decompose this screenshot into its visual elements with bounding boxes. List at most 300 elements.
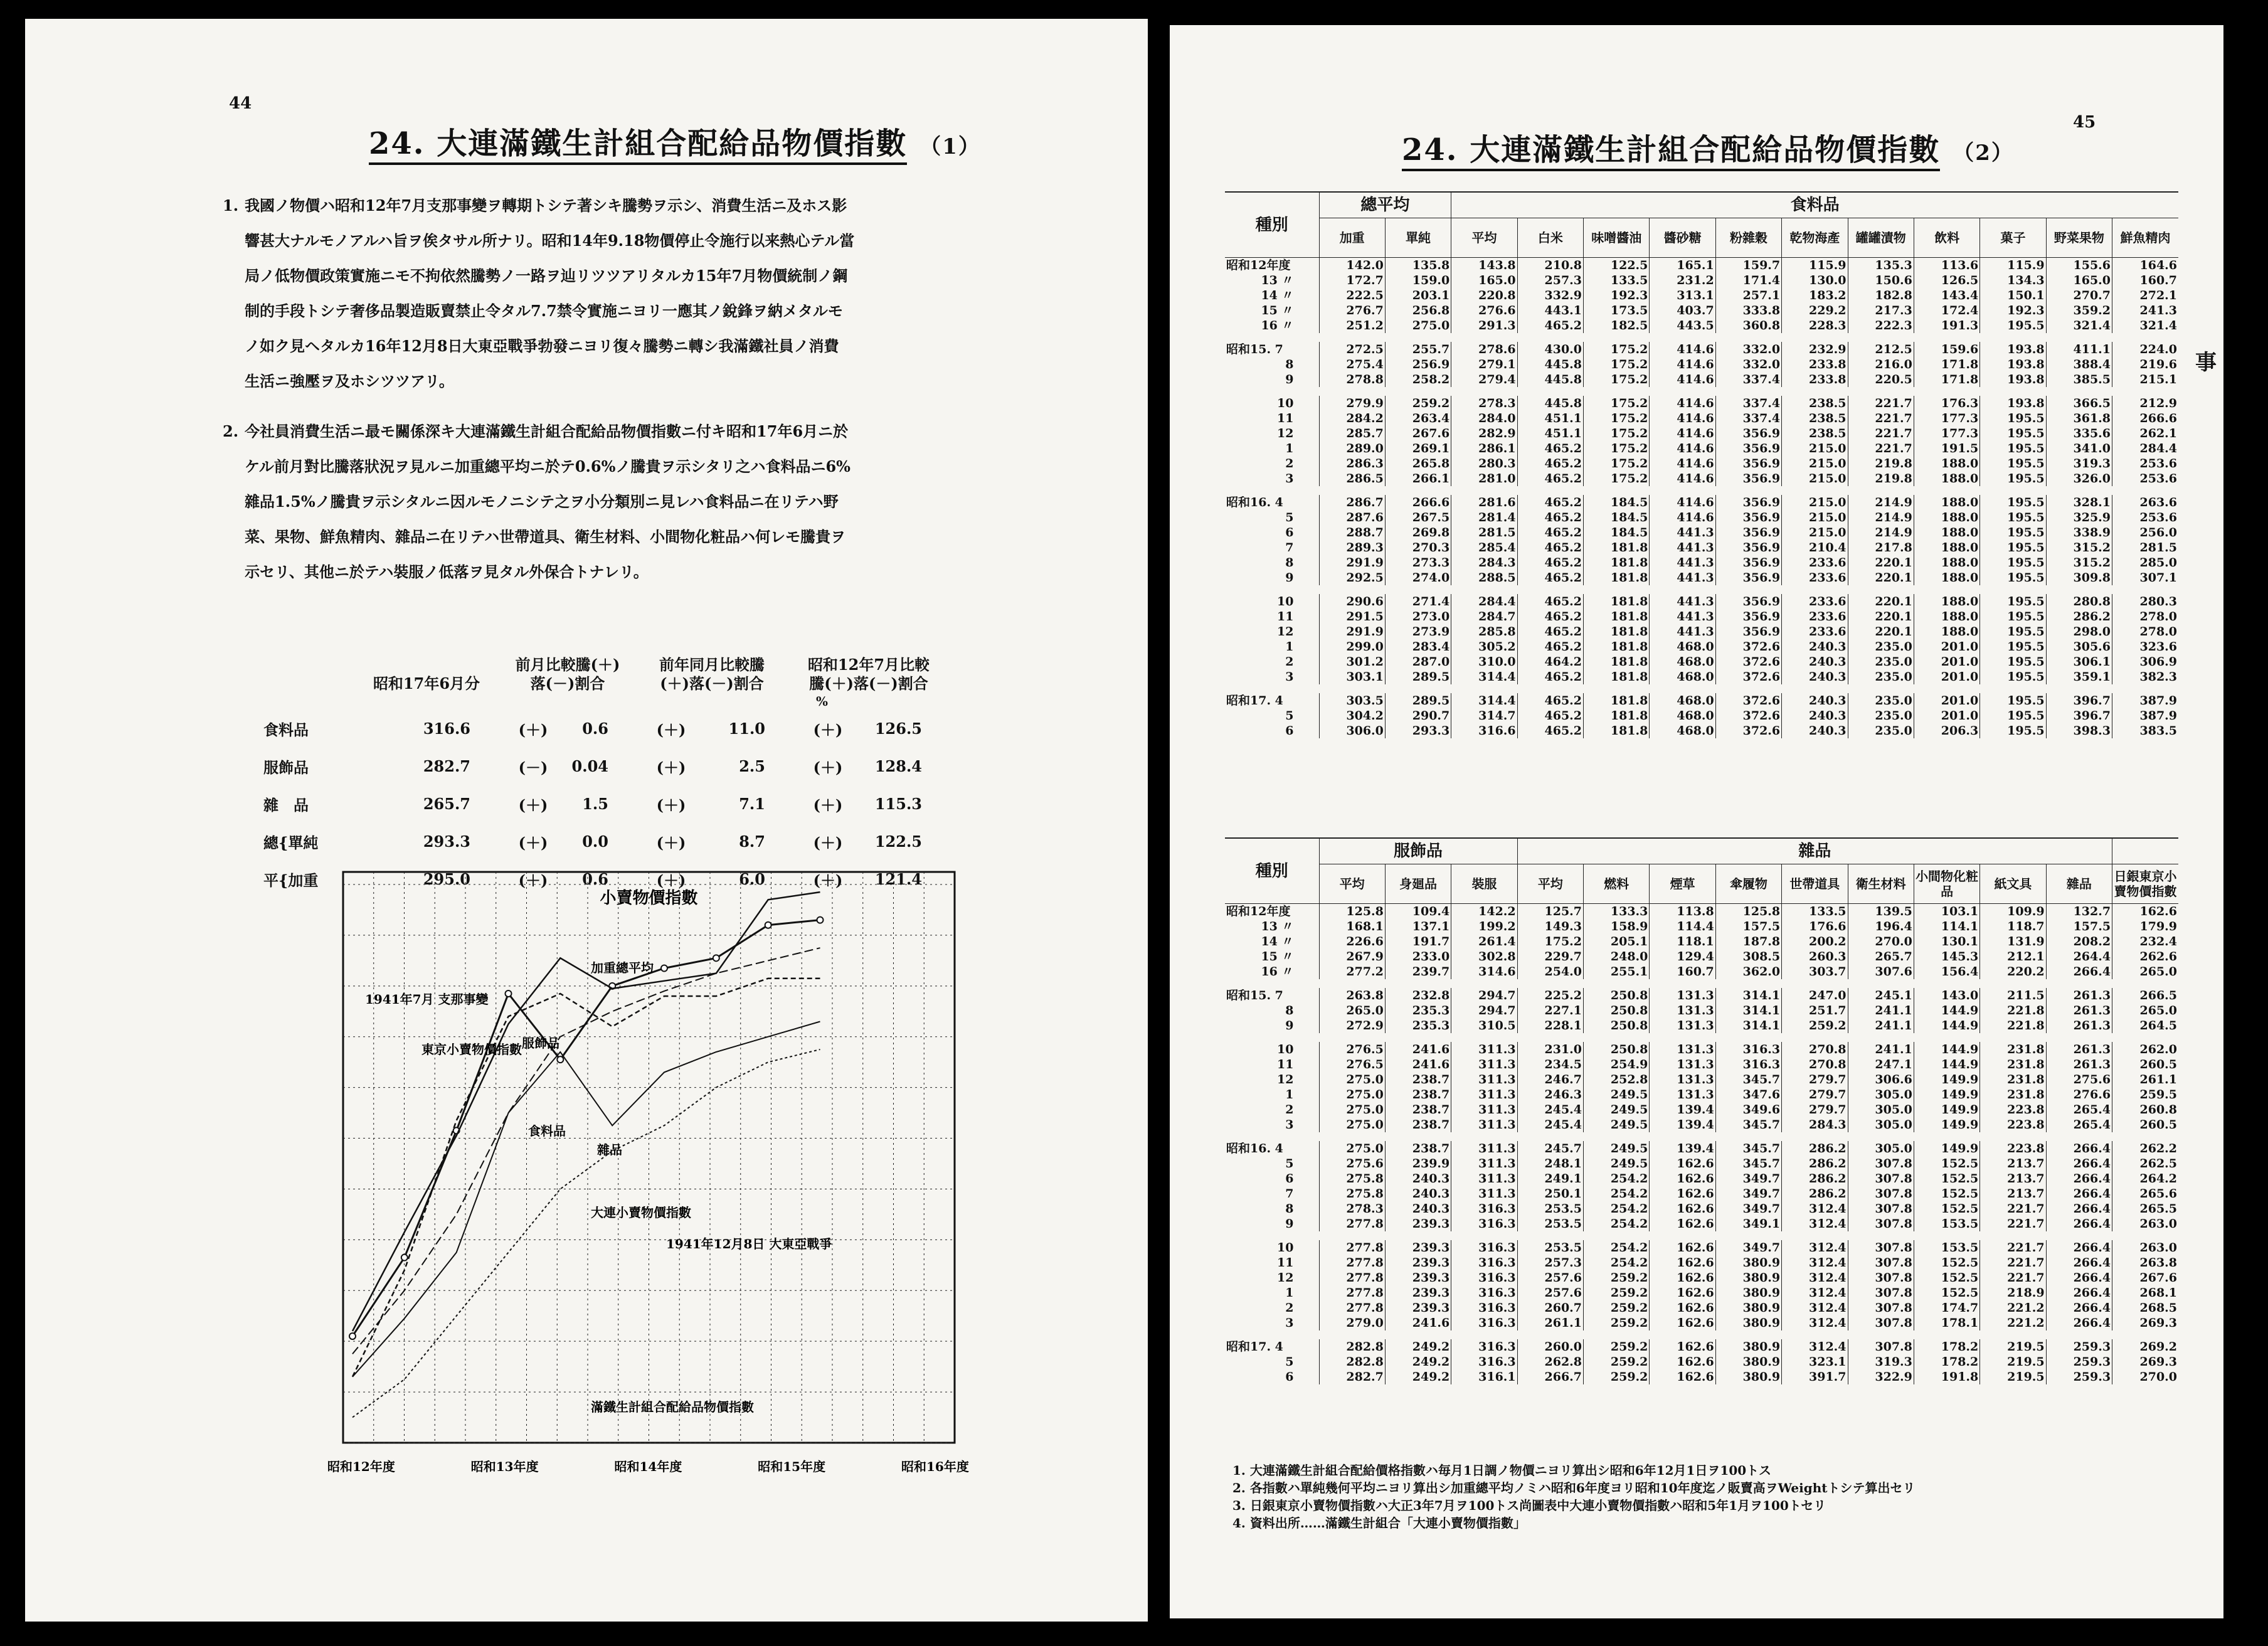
cell-value: 122.5: [1584, 258, 1650, 273]
cell-value: 311.3: [1451, 1141, 1517, 1156]
summary-cell-label: 服飾品: [263, 758, 309, 777]
notes: [1232, 1462, 2223, 1532]
left-title-sub: （1）: [919, 134, 981, 159]
cell-value: 388.4: [2046, 357, 2112, 372]
cell-value: 310.0: [1451, 654, 1517, 669]
row-label: 昭和15. 7: [1226, 989, 1283, 1002]
cell-value: 267.6: [2112, 1270, 2178, 1285]
cell-value: 282.7: [1319, 1369, 1385, 1384]
cell-value: 178.2: [1914, 1354, 1979, 1369]
cell-value: 349.7: [1715, 1240, 1781, 1255]
group-header: [2112, 838, 2178, 864]
cell-value: 265.8: [1385, 456, 1451, 471]
cell-value: 249.5: [1584, 1141, 1650, 1156]
cell-value: 277.8: [1319, 1300, 1385, 1315]
row-label: 13 〃: [1261, 920, 1294, 933]
paragraph-line: ケル前月對比騰落狀況ヲ見ルニ加重總平均ニ於テ0.6%ノ騰貴ヲ示シタリ之ハ食料品ニ6%: [245, 457, 850, 475]
cell-value: 249.5: [1584, 1156, 1650, 1171]
cell-value: 311.3: [1451, 1087, 1517, 1102]
cell-value: 249.5: [1584, 1117, 1650, 1132]
cell-value: 441.3: [1650, 570, 1715, 585]
cell-value: 260.5: [2112, 1117, 2178, 1132]
row-label: 12: [1277, 1271, 1294, 1285]
cell-value: 211.5: [1980, 988, 2046, 1003]
cell-value: 239.3: [1385, 1285, 1451, 1300]
cell-value: 250.8: [1584, 1018, 1650, 1033]
table-row: [1225, 456, 2178, 471]
cell-value: 164.6: [2112, 258, 2178, 273]
cell-value: 276.5: [1319, 1057, 1385, 1072]
cell-value: 191.8: [1914, 1369, 1979, 1384]
cell-value: 131.3: [1650, 1003, 1715, 1018]
cell-value: 332.9: [1517, 288, 1583, 303]
cell-value: 316.3: [1451, 1300, 1517, 1315]
cell-value: 268.1: [2112, 1285, 2178, 1300]
cell-value: 277.8: [1319, 1216, 1385, 1231]
cell-value: 312.4: [1782, 1300, 1848, 1315]
cell-value: 217.3: [1848, 303, 1914, 318]
cell-value: 254.0: [1517, 964, 1583, 979]
column-header: 燃料: [1584, 864, 1650, 904]
cell-value: 257.6: [1517, 1285, 1583, 1300]
cell-value: 291.9: [1319, 624, 1385, 639]
cell-value: 212.1: [1980, 949, 2046, 964]
cell-value: 279.7: [1782, 1102, 1848, 1117]
cell-value: 465.2: [1517, 441, 1583, 456]
cell-value: 280.3: [1451, 456, 1517, 471]
cell-value: 316.3: [1451, 1240, 1517, 1255]
cell-value: 181.8: [1584, 669, 1650, 684]
cell-value: 250.8: [1584, 988, 1650, 1003]
cell-value: 165.1: [1650, 258, 1715, 273]
cell-value: 214.9: [1848, 525, 1914, 540]
cell-value: 153.5: [1914, 1216, 1979, 1231]
cell-value: 275.8: [1319, 1171, 1385, 1186]
group-header: 食料品: [1451, 192, 2178, 218]
cell-value: 195.5: [1980, 456, 2046, 471]
summary-cell-label: 食料品: [263, 720, 309, 739]
cell-value: 231.8: [1980, 1042, 2046, 1057]
cell-value: 314.4: [1451, 669, 1517, 684]
summary-cell-s1: (＋): [518, 720, 548, 739]
column-header: 白米: [1517, 218, 1583, 258]
cell-value: 275.0: [1319, 1072, 1385, 1087]
cell-value: 173.5: [1584, 303, 1650, 318]
cell-value: 165.0: [2046, 273, 2112, 288]
cell-value: 349.7: [1715, 1171, 1781, 1186]
cell-value: 259.5: [2112, 1087, 2178, 1102]
cell-value: 306.6: [1848, 1072, 1914, 1087]
cell-value: 411.1: [2046, 342, 2112, 357]
summary-cell-s3: (＋): [813, 833, 843, 852]
cell-value: 260.8: [2112, 1102, 2178, 1117]
cell-value: 380.9: [1715, 1300, 1781, 1315]
page-number-right: 45: [2073, 113, 2096, 132]
series-point: [661, 965, 667, 972]
cell-value: 465.2: [1517, 456, 1583, 471]
cell-value: 188.0: [1914, 495, 1979, 510]
cell-value: 299.0: [1319, 639, 1385, 654]
chart-annotation: 食料品: [528, 1123, 566, 1139]
cell-value: 254.2: [1584, 1216, 1650, 1231]
cell-value: 312.4: [1782, 1285, 1848, 1300]
note-3: 3. 日銀東京小賣物價指數ハ大正3年7月ヲ100トス尚圖表中大連小賣物價指數ハ昭和5年1月ヲ100トセリ: [1232, 1498, 1826, 1513]
cell-value: 266.6: [1385, 495, 1451, 510]
cell-value: 380.9: [1715, 1354, 1781, 1369]
cell-value: 219.5: [1980, 1369, 2046, 1384]
cell-value: 380.9: [1715, 1315, 1781, 1330]
cell-value: 131.9: [1980, 934, 2046, 949]
cell-value: 275.8: [1319, 1186, 1385, 1201]
table-row: [1225, 609, 2178, 624]
cell-value: 162.6: [1650, 1255, 1715, 1270]
row-label: 5: [1285, 1157, 1294, 1171]
cell-value: 221.7: [1848, 441, 1914, 456]
cell-value: 253.6: [2112, 471, 2178, 486]
cell-value: 282.9: [1451, 426, 1517, 441]
cell-value: 149.9: [1914, 1117, 1979, 1132]
row-label: 9: [1285, 373, 1294, 386]
cell-value: 271.4: [1385, 594, 1451, 609]
cell-value: 162.6: [1650, 1216, 1715, 1231]
cell-value: 267.9: [1319, 949, 1385, 964]
summary-cell-label: 雜 品: [263, 795, 309, 814]
cell-value: 266.4: [2046, 1300, 2112, 1315]
cell-value: 175.2: [1584, 357, 1650, 372]
cell-value: 290.7: [1385, 708, 1451, 723]
row-label: 14 〃: [1261, 935, 1294, 948]
cell-value: 152.5: [1914, 1201, 1979, 1216]
column-header: 平均: [1517, 864, 1583, 904]
cell-value: 270.8: [1782, 1042, 1848, 1057]
cell-value: 224.0: [2112, 342, 2178, 357]
cell-value: 259.2: [1584, 1300, 1650, 1315]
cell-value: 118.1: [1650, 934, 1715, 949]
summary-col-1937: 昭和12年7月比較 騰(＋)落(－)割合: [807, 656, 930, 693]
cell-value: 275.0: [1319, 1117, 1385, 1132]
cell-value: 280.3: [2112, 594, 2178, 609]
cell-value: 319.3: [2046, 456, 2112, 471]
cell-value: 387.9: [2112, 693, 2178, 708]
cell-value: 441.3: [1650, 540, 1715, 555]
cell-value: 305.0: [1848, 1087, 1914, 1102]
cell-value: 131.3: [1650, 1042, 1715, 1057]
note-1: 1. 大連滿鐵生計組合配給價格指數ハ毎月1日調ノ物價ニヨリ算出シ昭和6年12月1日ヲ100トス: [1232, 1463, 1771, 1478]
summary-row: [263, 709, 1035, 747]
cell-value: 267.5: [1385, 510, 1451, 525]
cell-value: 240.3: [1782, 708, 1848, 723]
cell-value: 133.5: [1584, 273, 1650, 288]
cell-value: 143.0: [1914, 988, 1979, 1003]
cell-value: 305.0: [1848, 1102, 1914, 1117]
paragraph-line: 制的手段トシテ奢侈品製造販賣禁止令タル7.7禁令實施ニヨリ一應其ノ銳鋒ヲ納メタルモ: [245, 302, 843, 320]
row-label: 2: [1285, 1103, 1294, 1117]
cell-value: 165.0: [1451, 273, 1517, 288]
cell-value: 414.6: [1650, 471, 1715, 486]
cell-value: 275.6: [2046, 1072, 2112, 1087]
cell-value: 345.7: [1715, 1156, 1781, 1171]
cell-value: 188.0: [1914, 555, 1979, 570]
cell-value: 219.8: [1848, 471, 1914, 486]
table-row: [1225, 1057, 2178, 1072]
cell-value: 240.3: [1385, 1171, 1451, 1186]
cell-value: 465.2: [1517, 708, 1583, 723]
cell-value: 214.9: [1848, 510, 1914, 525]
cell-value: 232.8: [1385, 988, 1451, 1003]
paragraph-1-number: 1.: [223, 196, 239, 215]
cell-value: 263.8: [1319, 988, 1385, 1003]
cell-value: 259.2: [1782, 1018, 1848, 1033]
row-label: 2: [1285, 1301, 1294, 1315]
cell-value: 285.4: [1451, 540, 1517, 555]
row-label: 3: [1285, 1118, 1294, 1132]
cell-value: 175.2: [1584, 342, 1650, 357]
row-label: 11: [1277, 610, 1294, 624]
cell-value: 221.7: [1848, 396, 1914, 411]
cell-value: 205.1: [1584, 934, 1650, 949]
cell-value: 266.4: [2046, 1141, 2112, 1156]
cell-value: 277.2: [1319, 964, 1385, 979]
summary-cell-s1: (＋): [518, 833, 548, 852]
cell-value: 391.7: [1782, 1369, 1848, 1384]
cell-value: 380.9: [1715, 1270, 1781, 1285]
cell-value: 262.0: [2112, 1042, 2178, 1057]
cell-value: 259.2: [1584, 1285, 1650, 1300]
cell-value: 222.3: [1848, 318, 1914, 333]
cell-value: 262.5: [2112, 1156, 2178, 1171]
row-label: 6: [1285, 1172, 1294, 1186]
cell-value: 210.8: [1517, 258, 1583, 273]
cell-value: 307.8: [1848, 1315, 1914, 1330]
cell-value: 270.7: [2046, 288, 2112, 303]
cell-value: 131.3: [1650, 1057, 1715, 1072]
cell-value: 195.5: [1980, 426, 2046, 441]
cell-value: 259.2: [1584, 1354, 1650, 1369]
column-header: 衛生材料: [1848, 864, 1914, 904]
cell-value: 139.4: [1650, 1117, 1715, 1132]
cell-value: 294.7: [1451, 1003, 1517, 1018]
col-kind: 種別: [1225, 192, 1319, 258]
cell-value: 414.6: [1650, 342, 1715, 357]
cell-value: 306.9: [2112, 654, 2178, 669]
cell-value: 333.8: [1715, 303, 1781, 318]
table-row: [1225, 964, 2178, 979]
cell-value: 314.1: [1715, 1018, 1781, 1033]
cell-value: 195.5: [1980, 693, 2046, 708]
cell-value: 175.2: [1584, 426, 1650, 441]
cell-value: 162.6: [1650, 1300, 1715, 1315]
cell-value: 260.5: [2112, 1057, 2178, 1072]
row-label: 15 〃: [1261, 304, 1294, 317]
table-row: [1225, 396, 2178, 411]
cell-value: 387.9: [2112, 708, 2178, 723]
cell-value: 239.3: [1385, 1240, 1451, 1255]
cell-value: 130.0: [1782, 273, 1848, 288]
cell-value: 273.3: [1385, 555, 1451, 570]
cell-value: 265.7: [1848, 949, 1914, 964]
cell-value: 345.7: [1715, 1117, 1781, 1132]
cell-value: 414.6: [1650, 441, 1715, 456]
cell-value: 286.2: [1782, 1186, 1848, 1201]
cell-value: 195.5: [1980, 708, 2046, 723]
cell-value: 356.9: [1715, 510, 1781, 525]
cell-value: 263.0: [2112, 1240, 2178, 1255]
cell-value: 239.3: [1385, 1270, 1451, 1285]
x-tick-label: 昭和14年度: [614, 1459, 682, 1474]
cell-value: 160.7: [1650, 964, 1715, 979]
cell-value: 134.3: [1980, 273, 2046, 288]
cell-value: 289.5: [1385, 669, 1451, 684]
cell-value: 307.8: [1848, 1240, 1914, 1255]
cell-value: 188.0: [1914, 510, 1979, 525]
table-row: [1225, 1216, 2178, 1231]
cell-value: 403.7: [1650, 303, 1715, 318]
cell-value: 221.7: [1980, 1255, 2046, 1270]
cell-value: 159.6: [1914, 342, 1979, 357]
cell-value: 241.1: [1848, 1018, 1914, 1033]
cell-value: 380.9: [1715, 1285, 1781, 1300]
cell-value: 362.0: [1715, 964, 1781, 979]
cell-value: 162.6: [1650, 1354, 1715, 1369]
cell-value: 468.0: [1650, 693, 1715, 708]
cell-value: 309.8: [2046, 570, 2112, 585]
summary-cell-s2: (＋): [656, 795, 686, 814]
cell-value: 316.3: [1451, 1315, 1517, 1330]
cell-value: 347.6: [1715, 1087, 1781, 1102]
table-row: [1225, 1186, 2178, 1201]
cell-value: 152.5: [1914, 1270, 1979, 1285]
cell-value: 235.0: [1848, 669, 1914, 684]
cell-value: 159.7: [1715, 258, 1781, 273]
table-row: [1225, 1255, 2178, 1270]
cell-value: 266.4: [2046, 1201, 2112, 1216]
cell-value: 238.7: [1385, 1072, 1451, 1087]
table-row: [1225, 471, 2178, 486]
table-row: [1225, 919, 2178, 934]
cell-value: 269.3: [2112, 1315, 2178, 1330]
paragraph-2: [223, 414, 1113, 590]
cell-value: 162.6: [1650, 1201, 1715, 1216]
cell-value: 254.2: [1584, 1255, 1650, 1270]
cell-value: 291.5: [1319, 609, 1385, 624]
cell-value: 226.6: [1319, 934, 1385, 949]
cell-value: 275.0: [1319, 1141, 1385, 1156]
cell-value: 285.7: [1319, 426, 1385, 441]
column-header: 平均: [1319, 864, 1385, 904]
cell-value: 131.3: [1650, 1087, 1715, 1102]
cell-value: 235.0: [1848, 693, 1914, 708]
cell-value: 302.8: [1451, 949, 1517, 964]
cell-value: 262.1: [2112, 426, 2178, 441]
series-point: [506, 990, 512, 997]
cell-value: 278.0: [2112, 609, 2178, 624]
cell-value: 385.5: [2046, 372, 2112, 387]
cell-value: 288.5: [1451, 570, 1517, 585]
table-row: [1225, 510, 2178, 525]
cell-value: 249.5: [1584, 1102, 1650, 1117]
cell-value: 349.7: [1715, 1201, 1781, 1216]
cell-value: 113.8: [1650, 904, 1715, 920]
summary-cell-s1: (－): [518, 758, 548, 777]
cell-value: 131.3: [1650, 1018, 1715, 1033]
summary-cell-v2: 7.1: [739, 794, 765, 813]
cell-value: 221.7: [1980, 1216, 2046, 1231]
series-point: [557, 1056, 563, 1063]
cell-value: 286.2: [1782, 1141, 1848, 1156]
summary-cell-value: 293.3: [423, 832, 470, 851]
table-row: [1225, 624, 2178, 639]
table-row: [1225, 258, 2178, 273]
note-2: 2. 各指數ハ單純幾何平均ニヨリ算出シ加重總平均ノミハ昭和6年度ヨリ昭和10年度迄ノ販賣高ヲWeightトシテ算出セリ: [1232, 1480, 1916, 1495]
table-row: [1225, 1339, 2178, 1354]
cell-value: 316.3: [1451, 1339, 1517, 1354]
col-kind: 種別: [1225, 838, 1319, 904]
cell-value: 233.6: [1782, 570, 1848, 585]
cell-value: 464.2: [1517, 654, 1583, 669]
cell-value: 356.9: [1715, 456, 1781, 471]
row-label: 11: [1277, 1256, 1294, 1270]
table-row: [1225, 525, 2178, 540]
cell-value: 171.8: [1914, 372, 1979, 387]
table-row: [1225, 669, 2178, 684]
cell-value: 396.7: [2046, 708, 2112, 723]
cell-value: 149.9: [1914, 1087, 1979, 1102]
cell-value: 266.4: [2046, 1315, 2112, 1330]
cell-value: 221.8: [1980, 1003, 2046, 1018]
cell-value: 307.8: [1848, 1201, 1914, 1216]
cell-value: 323.1: [1782, 1354, 1848, 1369]
cell-value: 249.5: [1584, 1087, 1650, 1102]
cell-value: 269.3: [2112, 1354, 2178, 1369]
cell-value: 287.6: [1319, 510, 1385, 525]
summary-col-prev-month: 前月比較騰(＋) 落(－)割合: [515, 656, 620, 693]
cell-value: 332.0: [1715, 357, 1781, 372]
cell-value: 215.0: [1782, 525, 1848, 540]
cell-value: 323.6: [2112, 639, 2178, 654]
right-title-text: 24. 大連滿鐵生計組合配給品物價指數: [1402, 132, 1940, 171]
table-row: [1225, 1171, 2178, 1186]
cell-value: 313.1: [1650, 288, 1715, 303]
cell-value: 277.8: [1319, 1255, 1385, 1270]
cell-value: 468.0: [1650, 708, 1715, 723]
table-row: [1225, 1201, 2178, 1216]
cell-value: 255.1: [1584, 964, 1650, 979]
cell-value: 253.5: [1517, 1216, 1583, 1231]
cell-value: 266.4: [2046, 1285, 2112, 1300]
cell-value: 279.1: [1451, 357, 1517, 372]
cell-value: 238.5: [1782, 411, 1848, 426]
summary-cell-s2: (＋): [656, 758, 686, 777]
table-row: [1225, 441, 2178, 456]
cell-value: 152.5: [1914, 1171, 1979, 1186]
cell-value: 261.3: [2046, 1003, 2112, 1018]
cell-value: 126.5: [1914, 273, 1979, 288]
table-row: [1225, 1102, 2178, 1117]
table-row: [1225, 426, 2178, 441]
cell-value: 312.4: [1782, 1270, 1848, 1285]
summary-cell-s2: (＋): [656, 720, 686, 739]
cell-value: 145.3: [1914, 949, 1979, 964]
cell-value: 232.9: [1782, 342, 1848, 357]
cell-value: 144.9: [1914, 1057, 1979, 1072]
cell-value: 290.6: [1319, 594, 1385, 609]
cell-value: 160.7: [2112, 273, 2178, 288]
cell-value: 239.3: [1385, 1255, 1451, 1270]
cell-value: 220.1: [1848, 594, 1914, 609]
cell-value: 253.6: [2112, 510, 2178, 525]
cell-value: 253.5: [1517, 1240, 1583, 1255]
cell-value: 266.4: [2046, 1156, 2112, 1171]
